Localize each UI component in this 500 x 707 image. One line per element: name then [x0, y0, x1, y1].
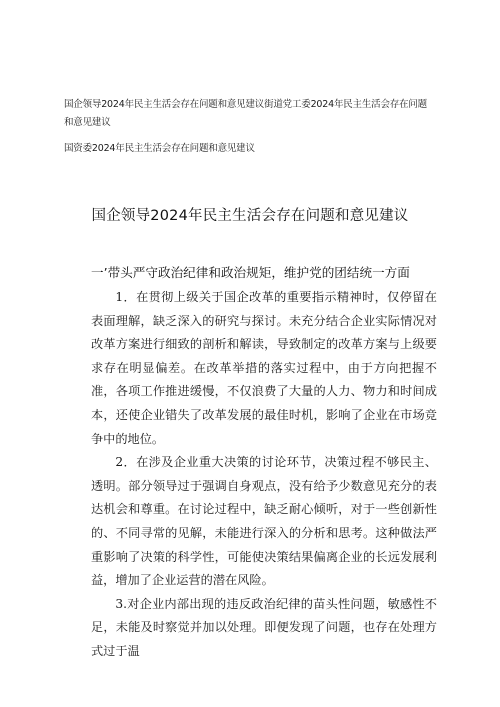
document-header	[64, 96, 444, 158]
paragraph: 3.对企业内部出现的违反政治纪律的苗头性问题，敏感性不足，未能及时察觉并加以处理。即便发现了问题，也存在处理方式过于温	[91, 596, 437, 658]
header-line: 国资委2024年民主生活会存在问题和意见建议	[64, 143, 255, 154]
section-heading: 一’带头严守政治纪律和政治规矩，维护党的团结统一方面	[91, 265, 410, 280]
paragraph: 1．在贯彻上级关于国企改革的重要指示精神时，仅停留在表面理解，缺乏深入的研究与探讨。未充分结合企业实际情况对改革方案进行细致的剖析和解读，导致制定的改革方案与上级要求存在明显偏差。在改革举措的落实过程中，由于方向把握不准，各项工作推进缓慢，不仅浪费了大量的人力、物力和时间成本，还使企业错失了改革发展的最佳时机，影响了企业在市场竞争中的地位。	[91, 290, 437, 446]
header-gap	[64, 132, 444, 140]
paragraph: 2．在涉及企业重大决策的讨论环节，决策过程不够民主、透明。部分领导过于强调自身观点，没有给予少数意见充分的表达机会和尊重。在讨论过程中，缺乏耐心倾听，对于一些创新性的、不同寻常的见解，未能进行深入的分析和思考。这种做法严重影响了决策的科学性，可能使决策结果偏离企业的长远发展利益，增加了企业运营的潜在风险。	[91, 455, 437, 588]
header-line: 和意见建议	[64, 117, 111, 128]
document-body	[91, 286, 437, 664]
header-line: 国企领导2024年民主生活会存在问题和意见建议街道党工委2024年民主生活会存在问题	[64, 99, 427, 110]
document-title: 国企领导2024年民主生活会存在问题和意见建议	[91, 208, 409, 224]
